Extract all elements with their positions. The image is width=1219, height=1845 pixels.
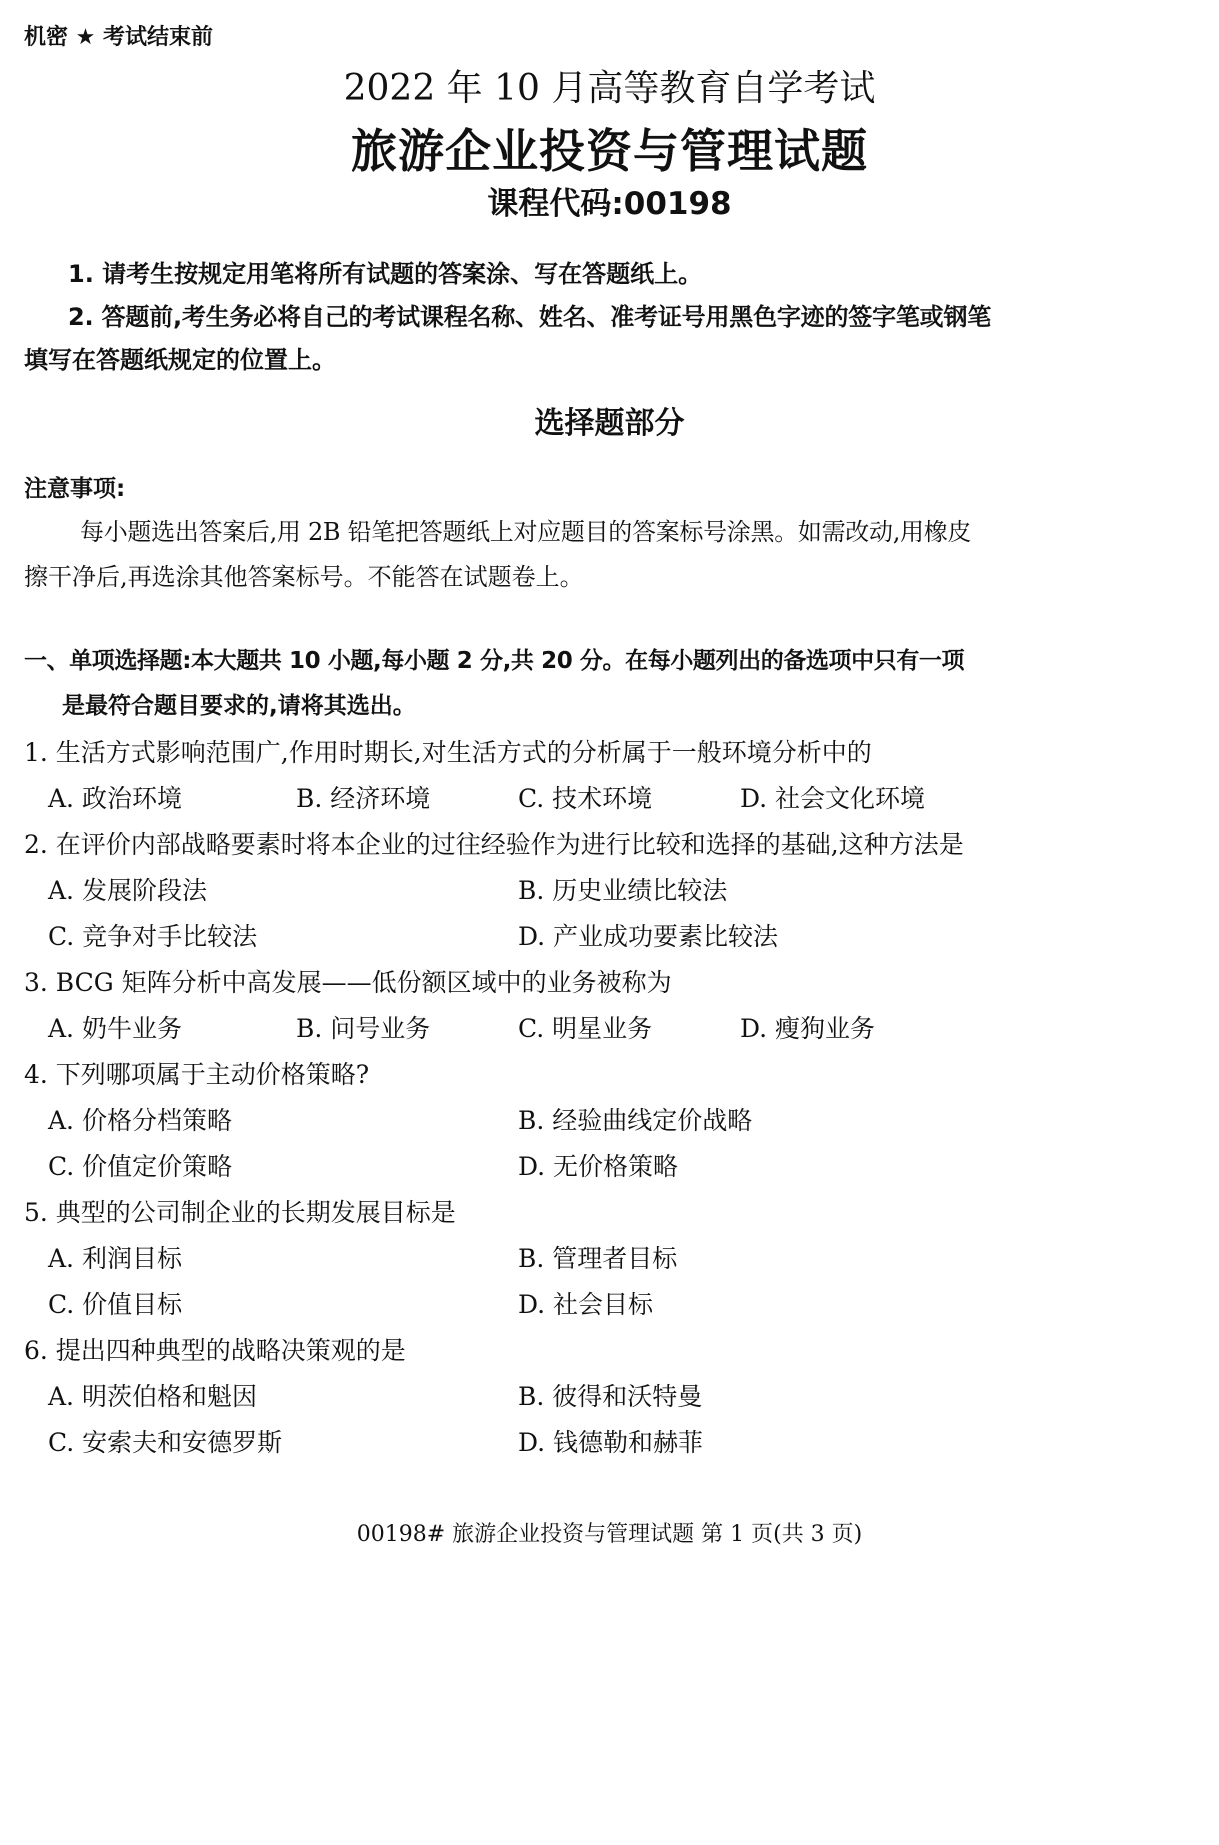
notes-line-2: 擦干净后,再选涂其他答案标号。不能答在试题卷上。 (24, 563, 584, 591)
question-4-option-b: B. 经验曲线定价战略 (518, 1106, 753, 1135)
question-1-option-c: C. 技术环境 (518, 784, 653, 813)
course-code: 课程代码:00198 (487, 186, 732, 222)
question-6-option-c: C. 安索夫和安德罗斯 (48, 1428, 283, 1457)
question-3-stem: 3. BCG 矩阵分析中高发展——低份额区域中的业务被称为 (24, 968, 672, 997)
question-5-option-c: C. 价值目标 (48, 1290, 183, 1319)
question-2-option-c: C. 竞争对手比较法 (48, 922, 258, 951)
question-4-stem: 4. 下列哪项属于主动价格策略? (24, 1060, 370, 1089)
question-3-option-d: D. 瘦狗业务 (740, 1014, 876, 1043)
exam-title: 2022 年 10 月高等教育自学考试 (343, 68, 876, 109)
question-4-option-c: C. 价值定价策略 (48, 1152, 233, 1181)
question-6-option-a: A. 明茨伯格和魁因 (48, 1382, 257, 1411)
paper-title: 旅游企业投资与管理试题 (351, 124, 868, 178)
instruction-1: 1. 请考生按规定用笔将所有试题的答案涂、写在答题纸上。 (68, 260, 703, 288)
question-5-option-d: D. 社会目标 (518, 1290, 654, 1319)
question-6-stem: 6. 提出四种典型的战略决策观的是 (24, 1336, 406, 1365)
page-footer: 00198# 旅游企业投资与管理试题 第 1 页(共 3 页) (356, 1522, 863, 1547)
question-1-stem: 1. 生活方式影响范围广,作用时期长,对生活方式的分析属于一般环境分析中的 (24, 738, 872, 767)
question-2-option-b: B. 历史业绩比较法 (518, 876, 728, 905)
question-3-option-a: A. 奶牛业务 (48, 1014, 182, 1043)
section-title: 选择题部分 (534, 406, 685, 441)
question-3-option-c: C. 明星业务 (518, 1014, 653, 1043)
question-5-stem: 5. 典型的公司制企业的长期发展目标是 (24, 1198, 456, 1227)
question-1-option-d: D. 社会文化环境 (740, 784, 926, 813)
question-6-option-b: B. 彼得和沃特曼 (518, 1382, 703, 1411)
question-3-option-b: B. 问号业务 (296, 1014, 431, 1043)
notes-label: 注意事项: (24, 476, 126, 502)
question-4-option-d: D. 无价格策略 (518, 1152, 679, 1181)
question-2-option-a: A. 发展阶段法 (48, 876, 207, 905)
question-5-option-a: A. 利润目标 (48, 1244, 182, 1273)
question-4-option-a: A. 价格分档策略 (48, 1106, 232, 1135)
instruction-2-line-2: 填写在答题纸规定的位置上。 (24, 346, 336, 374)
instruction-2-line-1: 2. 答题前,考生务必将自己的考试课程名称、姓名、准考证号用黑色字迹的签字笔或钢笔 (68, 303, 992, 331)
question-2-stem: 2. 在评价内部战略要素时将本企业的过往经验作为进行比较和选择的基础,这种方法是 (24, 830, 964, 859)
part1-heading-line-2: 是最符合题目要求的,请将其选出。 (62, 693, 416, 719)
question-1-option-b: B. 经济环境 (296, 784, 431, 813)
question-1-option-a: A. 政治环境 (48, 784, 182, 813)
notes-line-1: 每小题选出答案后,用 2B 铅笔把答题纸上对应题目的答案标号涂黑。如需改动,用橡皮 (80, 518, 972, 546)
question-2-option-d: D. 产业成功要素比较法 (518, 922, 779, 951)
question-6-option-d: D. 钱德勒和赫菲 (518, 1428, 704, 1457)
question-5-option-b: B. 管理者目标 (518, 1244, 678, 1273)
confidential-notice: 机密 ★ 考试结束前 (24, 25, 214, 50)
part1-heading-line-1: 一、单项选择题:本大题共 10 小题,每小题 2 分,共 20 分。在每小题列出的备选项中只有一项 (24, 648, 965, 674)
